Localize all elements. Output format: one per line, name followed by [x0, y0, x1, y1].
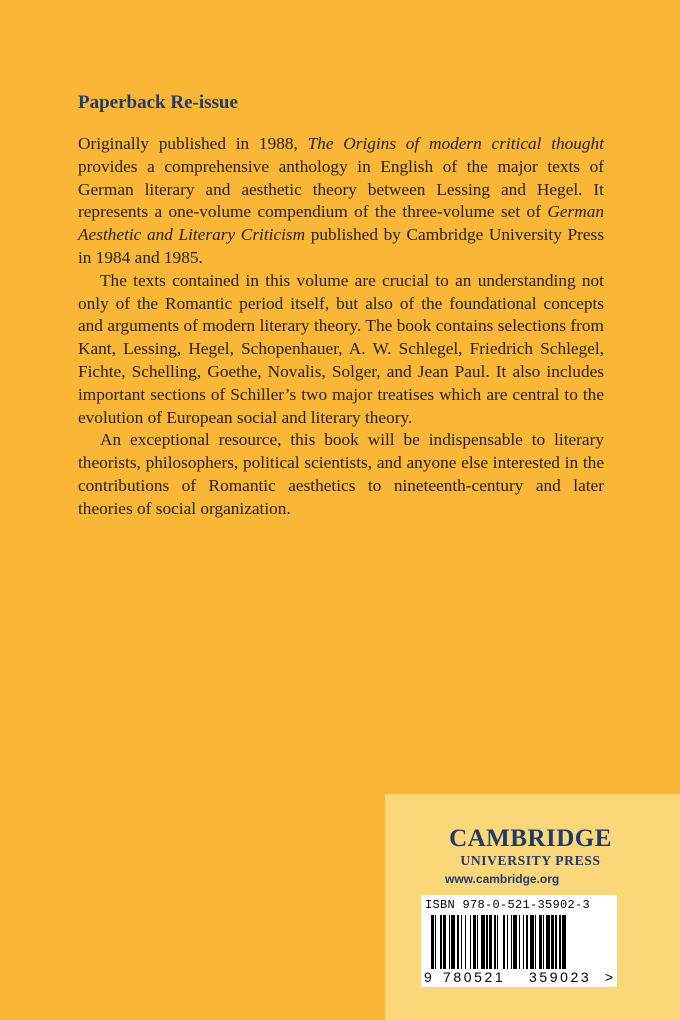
- isbn-label: ISBN 978-0-521-35902-3: [425, 898, 591, 912]
- barcode-bar: [481, 915, 485, 969]
- section-heading: Paperback Re-issue: [78, 92, 238, 113]
- book-title: The Origins of modern critical thought: [307, 134, 605, 153]
- blurb-paragraph: [78, 133, 604, 270]
- barcode-group-left: 780521: [443, 969, 506, 985]
- publisher-name: CAMBRIDGE: [449, 825, 612, 852]
- barcode-bar: [503, 915, 506, 969]
- blurb-paragraph: An exceptional resource, this book will be indispensable to literary theorists, philosophers, political scientists, and anyone else interested in the contributions of Romantic aesthetics to nineteenth-century and later theories of social organization.: [78, 430, 604, 518]
- barcode-bar: [546, 915, 550, 969]
- publisher-subname: UNIVERSITY PRESS: [460, 853, 601, 868]
- barcode-bar: [513, 915, 517, 969]
- barcode-bars: [431, 915, 607, 969]
- barcode-bar: [443, 915, 446, 969]
- barcode-bar: [559, 915, 560, 969]
- barcode-bar: [435, 915, 436, 969]
- blurb-paragraph: The texts contained in this volume are crucial to an understanding not only of the Romantic period itself, but also of the foundational concepts and arguments of modern literary theory. The book contains selections from Kant, Lessing, Hegel, Schopenhauer, A. W. Schlegel, Friedrich Schlegel, Fichte, Schelling, Goethe, Novalis, Solger, and Jean Paul. It also includes important sections of Schiller’s two major treatises which are central to the evolution of European social and literary theory.: [78, 270, 604, 427]
- barcode-end-mark: >: [605, 969, 614, 985]
- barcode-bar: [449, 915, 450, 969]
- barcode-bar: [562, 915, 566, 969]
- barcode-bar: [494, 915, 495, 969]
- barcode-bar: [486, 915, 487, 969]
- publisher-website: www.cambridge.org: [445, 872, 560, 886]
- barcode-bar: [519, 915, 520, 969]
- barcode-bar: [457, 915, 460, 969]
- barcode-bar: [431, 915, 434, 969]
- barcode-bar: [507, 915, 508, 969]
- publisher-panel: [385, 794, 680, 1020]
- barcode-bar: [539, 915, 542, 969]
- blurb-text: [78, 133, 604, 521]
- barcode-bar: [551, 915, 554, 969]
- text-run: provides a comprehensive anthology in English of the major texts of German literary and aesthetic theory between Lessing and Hegel. It represents a one-volume compendium of the three-volume set of: [78, 156, 604, 222]
- barcode-lead-digit: 9: [424, 969, 432, 985]
- barcode-bar: [497, 915, 498, 969]
- barcode-bar: [535, 915, 536, 969]
- barcode-group-right: 359023: [529, 969, 592, 985]
- barcode: [421, 895, 617, 987]
- barcode-bar: [477, 915, 478, 969]
- barcode-bar: [489, 915, 492, 969]
- barcode-bar: [465, 915, 466, 969]
- text-run: Originally published in 1988,: [78, 134, 308, 153]
- barcode-bar: [543, 915, 544, 969]
- barcode-bar: [523, 915, 524, 969]
- text-run: published by Cambridge University Press in 1984 and 1985.: [78, 225, 604, 267]
- barcode-bar: [451, 915, 455, 969]
- barcode-bar: [461, 915, 462, 969]
- publisher-logo: [445, 826, 616, 869]
- barcode-bar: [511, 915, 512, 969]
- barcode-bar: [530, 915, 534, 969]
- barcode-bar: [473, 915, 476, 969]
- barcode-bar: [555, 915, 556, 969]
- barcode-bar: [526, 915, 529, 969]
- source-title: German Aesthetic and Literary Criticism: [78, 202, 604, 245]
- barcode-bar: [470, 915, 471, 969]
- barcode-bar: [440, 915, 441, 969]
